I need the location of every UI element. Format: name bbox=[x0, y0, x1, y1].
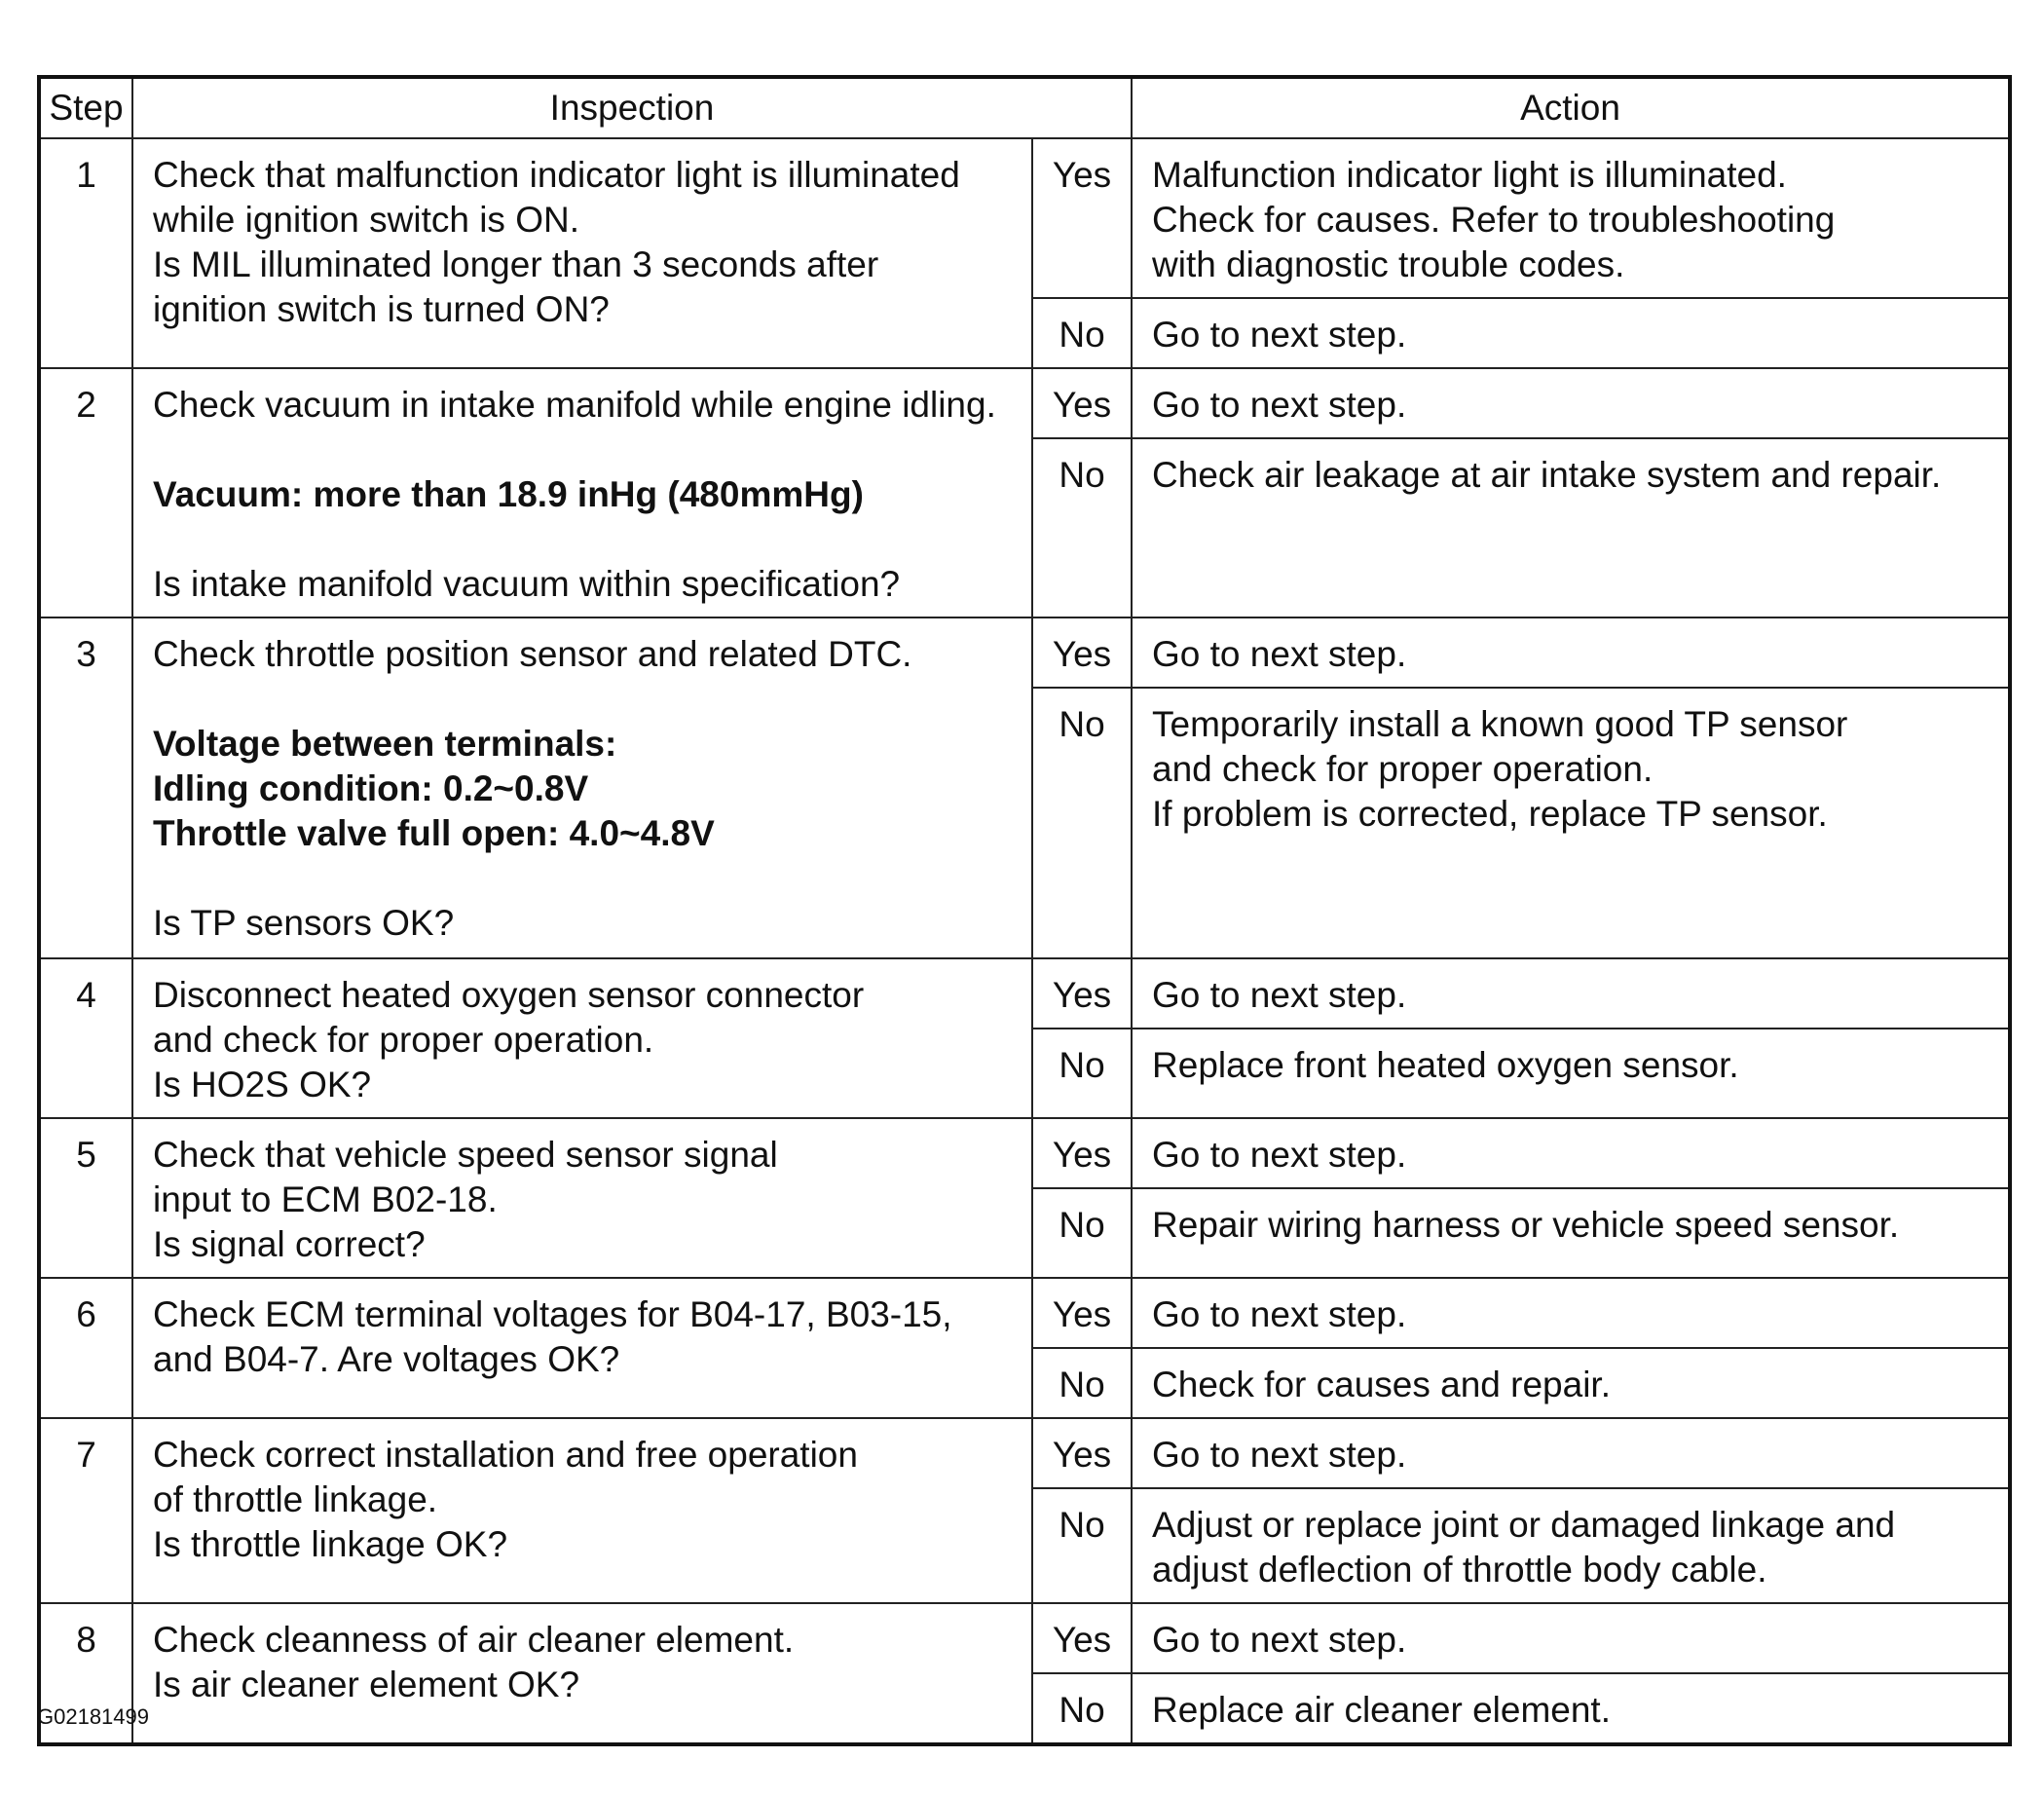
yes-label: Yes bbox=[1032, 368, 1132, 438]
yes-label: Yes bbox=[1032, 1278, 1132, 1348]
no-action: Repair wiring harness or vehicle speed sensor. bbox=[1132, 1188, 2010, 1278]
header-inspection: Inspection bbox=[132, 77, 1132, 138]
table-row bbox=[39, 1278, 2010, 1348]
inspection-cell: Check ECM terminal voltages for B04-17, B03-15, and B04-7. Are voltages OK? bbox=[132, 1278, 1032, 1418]
no-action: Replace air cleaner element. bbox=[1132, 1673, 2010, 1744]
step-number: 7 bbox=[39, 1418, 132, 1603]
no-action: Replace front heated oxygen sensor. bbox=[1132, 1029, 2010, 1118]
inspection-cell: Check vacuum in intake manifold while engine idling. Vacuum: more than 18.9 inHg (480mmHg) Is intake manifold vacuum within specification? bbox=[132, 368, 1032, 617]
table-row bbox=[39, 138, 2010, 298]
yes-label: Yes bbox=[1032, 138, 1132, 298]
no-action: Check for causes and repair. bbox=[1132, 1348, 2010, 1418]
no-action: Adjust or replace joint or damaged linkage and adjust deflection of throttle body cable. bbox=[1132, 1488, 2010, 1603]
yes-label: Yes bbox=[1032, 958, 1132, 1029]
yes-label: Yes bbox=[1032, 1603, 1132, 1673]
table-row bbox=[39, 1118, 2010, 1188]
table-header-row bbox=[39, 77, 2010, 138]
yes-action: Go to next step. bbox=[1132, 1418, 2010, 1488]
inspection-cell: Check throttle position sensor and related DTC. Voltage between terminals: Idling condition: 0.2~0.8V Throttle valve full open: 4.0~4.8V Is TP sensors OK? bbox=[132, 617, 1032, 958]
no-label: No bbox=[1032, 1348, 1132, 1418]
no-label: No bbox=[1032, 1188, 1132, 1278]
table-row bbox=[39, 617, 2010, 688]
yes-action: Malfunction indicator light is illuminated. Check for causes. Refer to troubleshooting with diagnostic trouble codes. bbox=[1132, 138, 2010, 298]
yes-action: Go to next step. bbox=[1132, 958, 2010, 1029]
yes-label: Yes bbox=[1032, 617, 1132, 688]
yes-action: Go to next step. bbox=[1132, 1118, 2010, 1188]
diagnostic-table bbox=[37, 75, 2012, 1746]
no-action: Temporarily install a known good TP sensor and check for proper operation. If problem is corrected, replace TP sensor. bbox=[1132, 688, 2010, 958]
yes-label: Yes bbox=[1032, 1118, 1132, 1188]
yes-action: Go to next step. bbox=[1132, 1603, 2010, 1673]
yes-action: Go to next step. bbox=[1132, 617, 2010, 688]
step-number: 5 bbox=[39, 1118, 132, 1278]
step-number: 1 bbox=[39, 138, 132, 368]
header-step: Step bbox=[39, 77, 132, 138]
no-action: Go to next step. bbox=[1132, 298, 2010, 368]
inspection-cell: Check that vehicle speed sensor signal input to ECM B02-18. Is signal correct? bbox=[132, 1118, 1032, 1278]
no-action: Check air leakage at air intake system and repair. bbox=[1132, 438, 2010, 617]
inspection-cell: Check cleanness of air cleaner element. Is air cleaner element OK? bbox=[132, 1603, 1032, 1744]
step-number: 4 bbox=[39, 958, 132, 1118]
inspection-cell: Check correct installation and free operation of throttle linkage. Is throttle linkage OK? bbox=[132, 1418, 1032, 1603]
yes-action: Go to next step. bbox=[1132, 368, 2010, 438]
table-row bbox=[39, 368, 2010, 438]
no-label: No bbox=[1032, 1488, 1132, 1603]
yes-label: Yes bbox=[1032, 1418, 1132, 1488]
no-label: No bbox=[1032, 298, 1132, 368]
yes-action: Go to next step. bbox=[1132, 1278, 2010, 1348]
no-label: No bbox=[1032, 1029, 1132, 1118]
header-action: Action bbox=[1132, 77, 2010, 138]
table-row bbox=[39, 1418, 2010, 1488]
step-number: 2 bbox=[39, 368, 132, 617]
inspection-cell: Check that malfunction indicator light is illuminated while ignition switch is ON. Is MIL illuminated longer than 3 seconds after ignition switch is turned ON? bbox=[132, 138, 1032, 368]
table-row bbox=[39, 1603, 2010, 1673]
figure-code: G02181499 bbox=[37, 1704, 149, 1729]
step-number: 8 bbox=[39, 1603, 132, 1744]
no-label: No bbox=[1032, 688, 1132, 958]
step-number: 6 bbox=[39, 1278, 132, 1418]
no-label: No bbox=[1032, 438, 1132, 617]
inspection-cell: Disconnect heated oxygen sensor connector and check for proper operation. Is HO2S OK? bbox=[132, 958, 1032, 1118]
table-row bbox=[39, 958, 2010, 1029]
step-number: 3 bbox=[39, 617, 132, 958]
no-label: No bbox=[1032, 1673, 1132, 1744]
